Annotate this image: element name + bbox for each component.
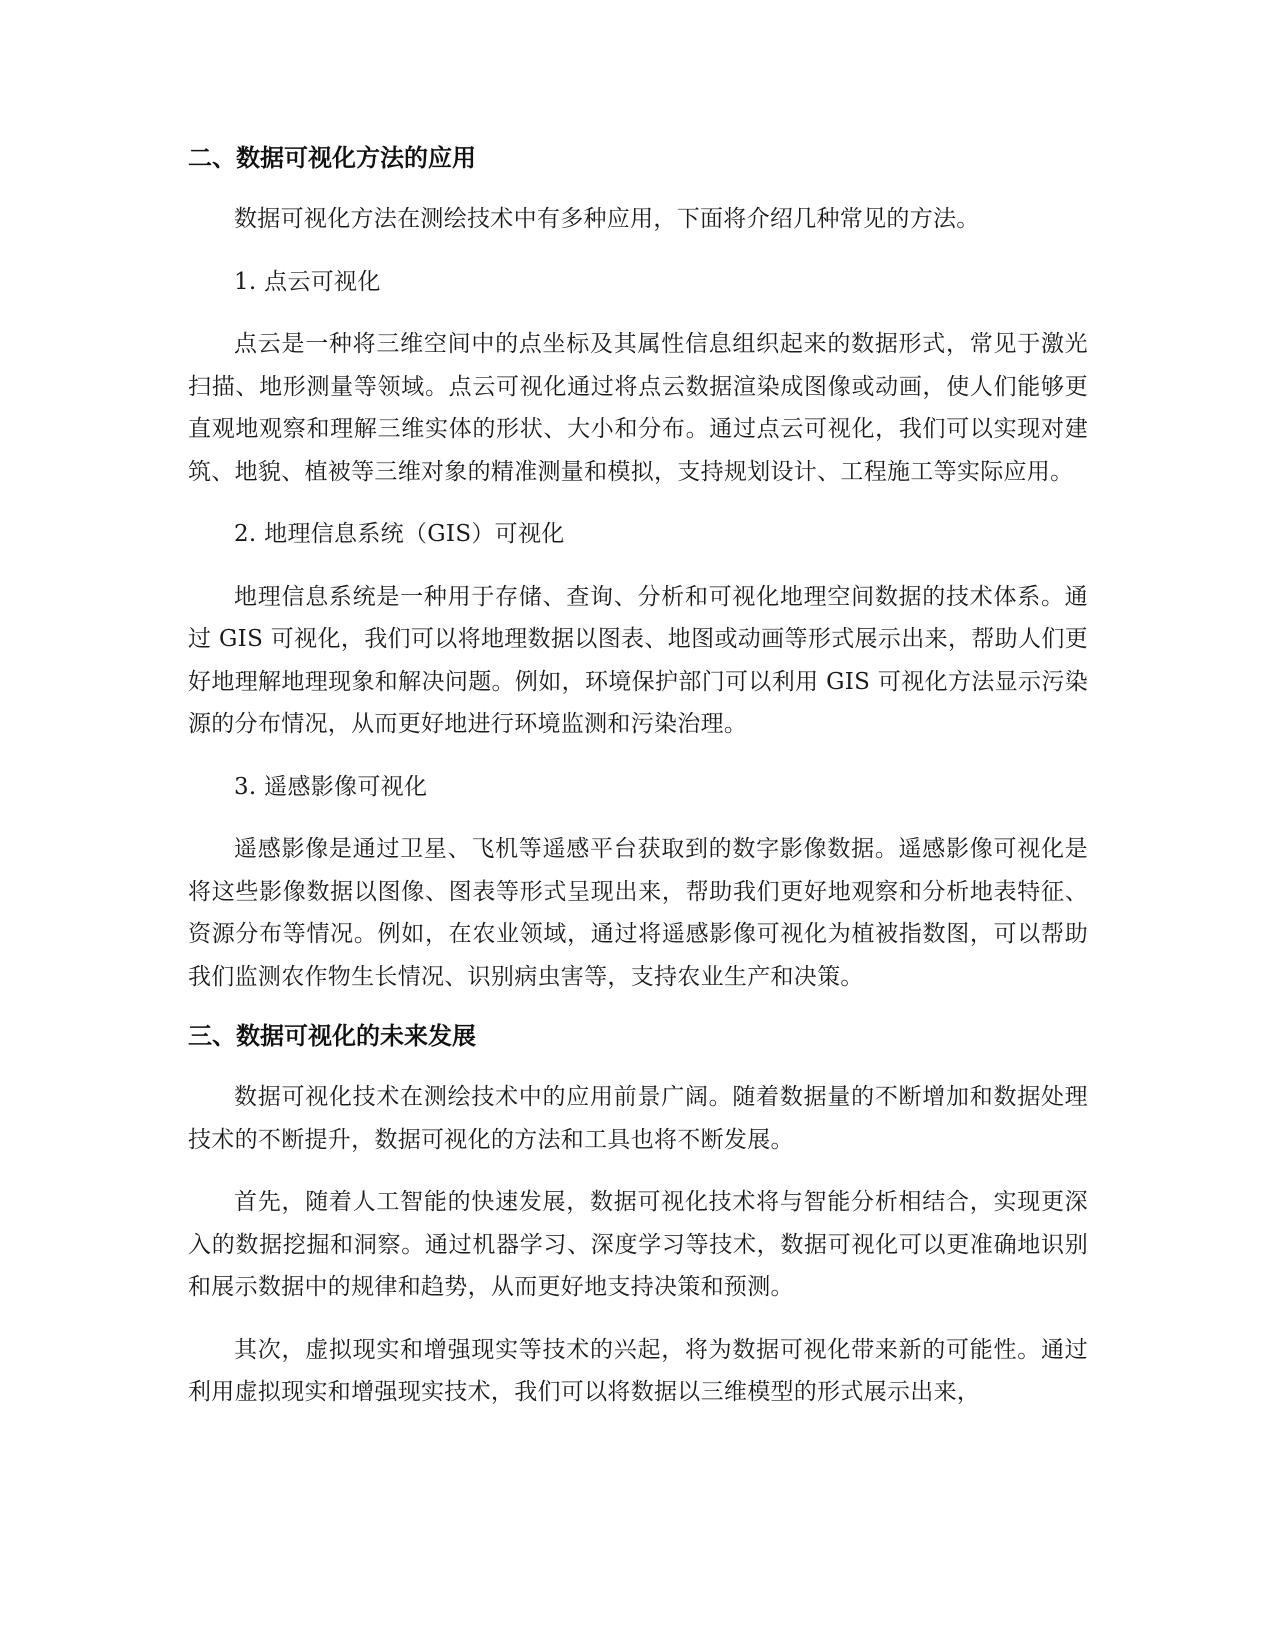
subsection-title: 3. 遥感影像可视化 [234,773,428,800]
paragraph: 其次，虚拟现实和增强现实等技术的兴起，将为数据可视化带来新的可能性。通过利用虚拟现实和增强现实技术，我们可以将数据以三维模型的形式展示出来， [188,1336,1088,1405]
subsection-body: 点云是一种将三维空间中的点坐标及其属性信息组织起来的数据形式，常见于激光扫描、地形测量等领域。点云可视化通过将点云数据渲染成图像或动画，使人们能够更直观地观察和理解三维实体的形状、大小和分布。通过点云可视化，我们可以实现对建筑、地貌、植被等三维对象的精准测量和模拟，支持规划设计、工程施工等实际应用。 [188,331,1088,485]
section-heading: 三、数据可视化的未来发展 [188,1022,476,1050]
paragraph: 数据可视化技术在测绘技术中的应用前景广阔。随着数据量的不断增加和数据处理技术的不断提升，数据可视化的方法和工具也将不断发展。 [188,1084,1088,1153]
section-intro: 数据可视化方法在测绘技术中有多种应用，下面将介绍几种常见的方法。 [234,206,980,232]
section-heading: 二、数据可视化方法的应用 [188,144,476,172]
subsection-body: 遥感影像是通过卫星、飞机等遥感平台获取到的数字影像数据。遥感影像可视化是将这些影像数据以图像、图表等形式呈现出来，帮助我们更好地观察和分析地表特征、资源分布等情况。例如，在农业领域，通过将遥感影像可视化为植被指数图，可以帮助我们监测农作物生长情况、识别病虫害等，支持农业生产和决策。 [188,836,1088,990]
subsection-body: 地理信息系统是一种用于存储、查询、分析和可视化地理空间数据的技术体系。通过 GIS 可视化，我们可以将地理数据以图表、地图或动画等形式展示出来，帮助人们更好地理解地理现象和解决问题。例如，环境保护部门可以利用 GIS 可视化方法显示污染源的分布情况，从而更好地进行环境监测和污染治理。 [188,583,1088,737]
subsection-title: 1. 点云可视化 [234,268,381,295]
subsection-title: 2. 地理信息系统（GIS）可视化 [234,521,565,547]
paragraph: 首先，随着人工智能的快速发展，数据可视化技术将与智能分析相结合，实现更深入的数据挖掘和洞察。通过机器学习、深度学习等技术，数据可视化可以更准确地识别和展示数据中的规律和趋势，从而更好地支持决策和预测。 [188,1189,1088,1300]
document-page [188,140,1088,1414]
